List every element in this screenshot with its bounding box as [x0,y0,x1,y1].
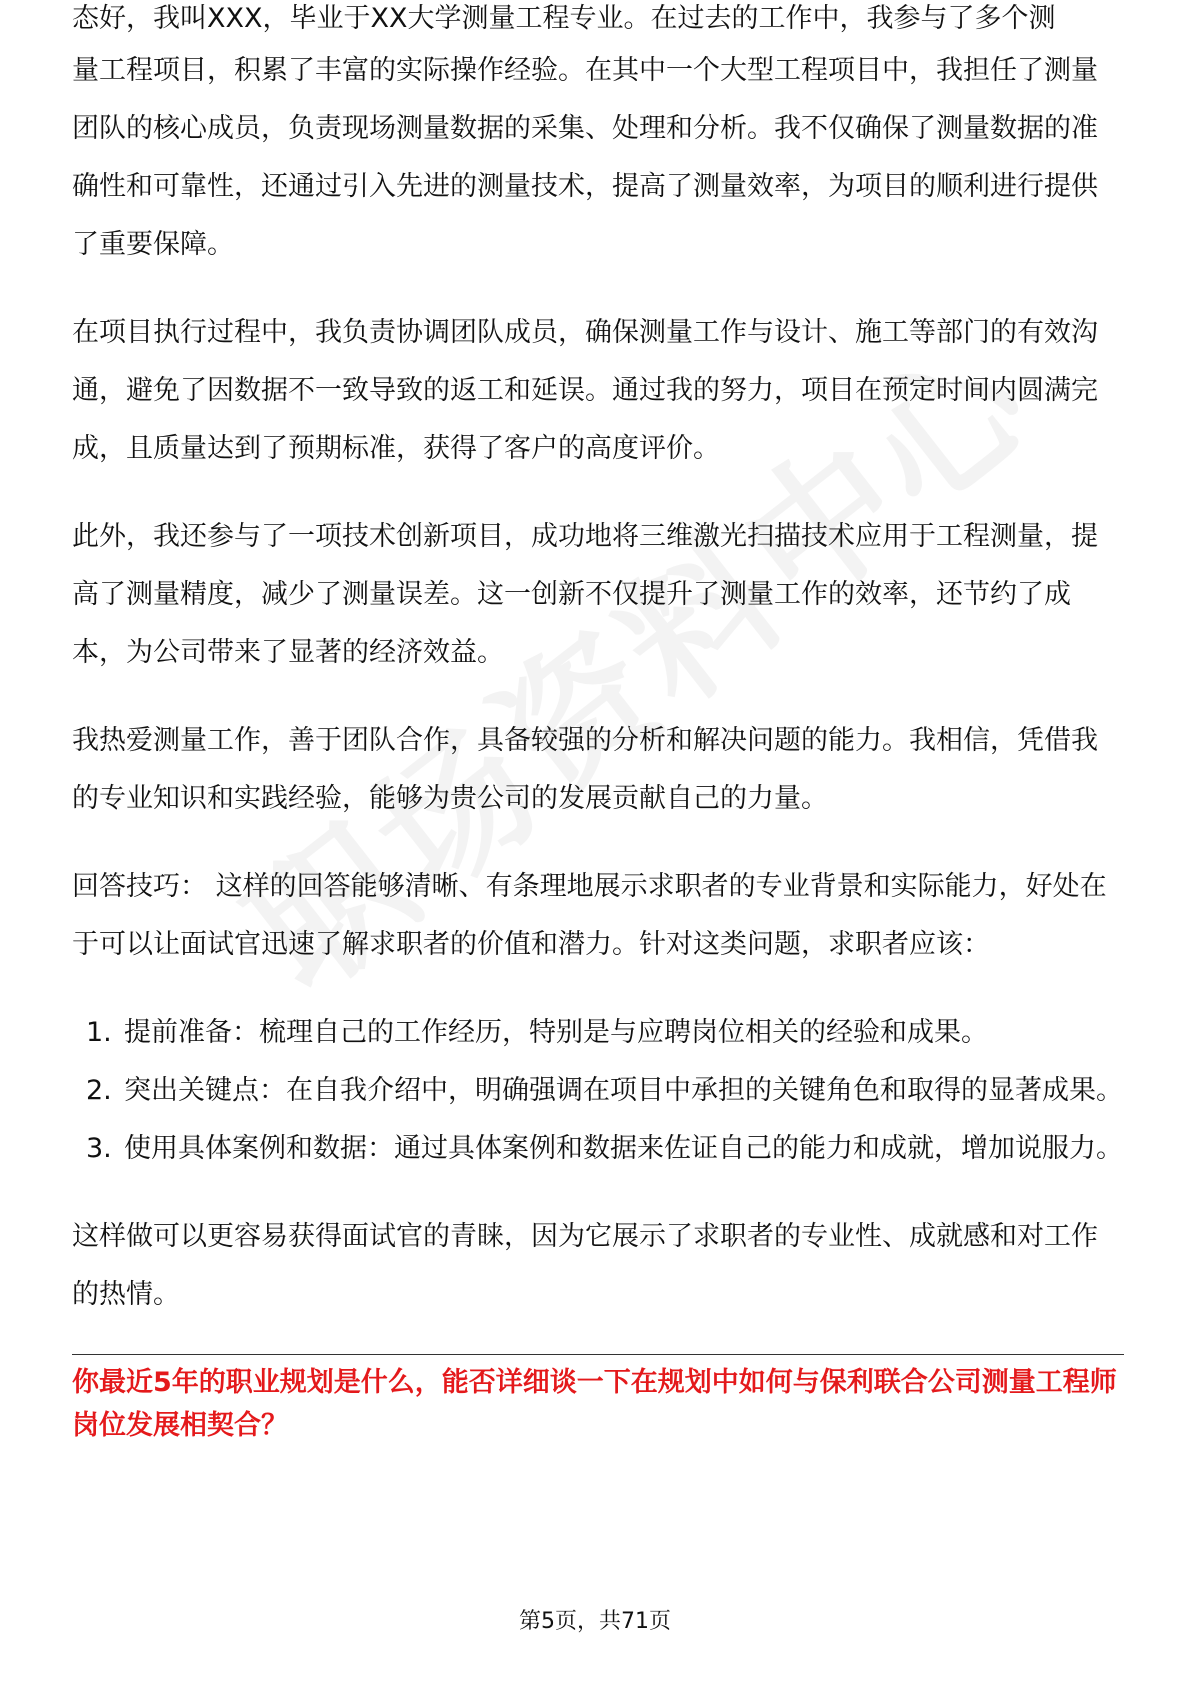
answer-content [72,3,1124,1447]
paragraph-coordination: 在项目执行过程中，我负责协调团队成员，确保测量工作与设计、施工等部门的有效沟通，避免了因数据不一致导致的返工和延误。通过我的努力，项目在预定时间内圆满完成，且质量达到了预期标准，获得了客户的高度评价。 [72,317,1098,464]
paragraph-summary: 我热爱测量工作，善于团队合作，具备较强的分析和解决问题的能力。我相信，凭借我的专业知识和实践经验，能够为贵公司的发展贡献自己的力量。 [72,725,1098,814]
list-item-text: 使用具体案例和数据：通过具体案例和数据来佐证自己的能力和成就，增加说服力。 [124,1133,1123,1164]
list-item-text: 提前准备：梳理自己的工作经历，特别是与应聘岗位相关的经验和成果。 [124,1017,988,1048]
tips-list [72,1004,1124,1178]
list-item-number: 2. [86,1075,112,1106]
paragraph-experience: 量工程项目，积累了丰富的实际操作经验。在其中一个大型工程项目中，我担任了测量团队的核心成员，负责现场测量数据的采集、处理和分析。我不仅确保了测量数据的准确性和可靠性，还通过引入先进的测量技术，提高了测量效率，为项目的顺利进行提供了重要保障。 [72,55,1098,260]
next-question-heading: 你最近5年的职业规划是什么，能否详细谈一下在规划中如何与保利联合公司测量工程师岗位发展相契合？ [72,1367,1117,1441]
section-divider [72,1354,1124,1355]
list-item [72,1062,1124,1120]
list-item [72,1004,1124,1062]
paragraph-cut-top: 态好，我叫XXX，毕业于XX大学测量工程专业。在过去的工作中，我参与了多个测 [72,3,1056,34]
list-item [72,1120,1124,1178]
list-item-number: 1. [86,1017,112,1048]
list-item-text: 突出关键点：在自我介绍中，明确强调在项目中承担的关键角色和取得的显著成果。 [124,1075,1123,1106]
list-item-number: 3. [86,1133,112,1164]
paragraph-answer-tips: 回答技巧： 这样的回答能够清晰、有条理地展示求职者的专业背景和实际能力，好处在于可以让面试官迅速了解求职者的价值和潜力。针对这类问题，求职者应该： [72,871,1107,960]
paragraph-closing: 这样做可以更容易获得面试官的青睐，因为它展示了求职者的专业性、成就感和对工作的热情。 [72,1221,1098,1310]
page-footer: 第5页，共71页 [519,1609,671,1634]
paragraph-innovation: 此外，我还参与了一项技术创新项目，成功地将三维激光扫描技术应用于工程测量，提高了测量精度，减少了测量误差。这一创新不仅提升了测量工作的效率，还节约了成本，为公司带来了显著的经济效益。 [72,521,1098,668]
